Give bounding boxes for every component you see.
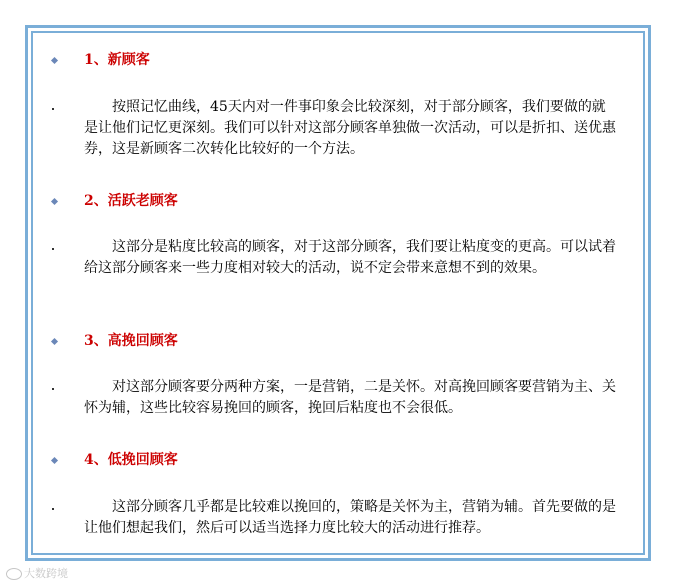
dot-bullet-icon bbox=[52, 508, 54, 510]
diamond-bullet-icon bbox=[51, 198, 58, 205]
frame-gap bbox=[28, 28, 648, 558]
dot-bullet-icon bbox=[52, 388, 54, 390]
section-body-3: 对这部分顾客要分两种方案，一是营销，二是关怀。对高挽回顾客要营销为主、关怀为辅，这些比较容易挽回的顾客，挽回后粘度也不会很低。 bbox=[84, 379, 616, 416]
watermark-logo-icon bbox=[6, 568, 22, 580]
diamond-bullet-icon bbox=[51, 338, 58, 345]
section-heading-2: 2、活跃老顾客 bbox=[84, 193, 178, 209]
section-body-4: 这部分顾客几乎都是比较难以挽回的，策略是关怀为主，营销为辅。首先要做的是让他们想起我们，然后可以适当选择力度比较大的活动进行推荐。 bbox=[84, 499, 616, 536]
watermark bbox=[6, 566, 68, 582]
section-heading-4: 4、低挽回顾客 bbox=[84, 452, 178, 468]
diamond-bullet-icon bbox=[51, 57, 58, 64]
diamond-bullet-icon bbox=[51, 457, 58, 464]
section-body-2: 这部分是粘度比较高的顾客，对于这部分顾客，我们要让粘度变的更高。可以试着给这部分顾客来一些力度相对较大的活动，说不定会带来意想不到的效果。 bbox=[84, 239, 616, 276]
section-heading-3: 3、高挽回顾客 bbox=[84, 333, 178, 349]
dot-bullet-icon bbox=[52, 248, 54, 250]
section-heading-1: 1、新顾客 bbox=[84, 52, 150, 68]
document-panel bbox=[31, 31, 645, 555]
watermark-text: 大数跨境 bbox=[24, 567, 68, 580]
document-frame bbox=[25, 25, 651, 561]
section-body-1: 按照记忆曲线，45天内对一件事印象会比较深刻，对于部分顾客，我们要做的就是让他们记忆更深刻。我们可以针对这部分顾客单独做一次活动，可以是折扣、送优惠券，这是新顾客二次转化比较好的一个方法。 bbox=[84, 99, 616, 157]
dot-bullet-icon bbox=[52, 108, 54, 110]
content-area bbox=[33, 33, 643, 553]
